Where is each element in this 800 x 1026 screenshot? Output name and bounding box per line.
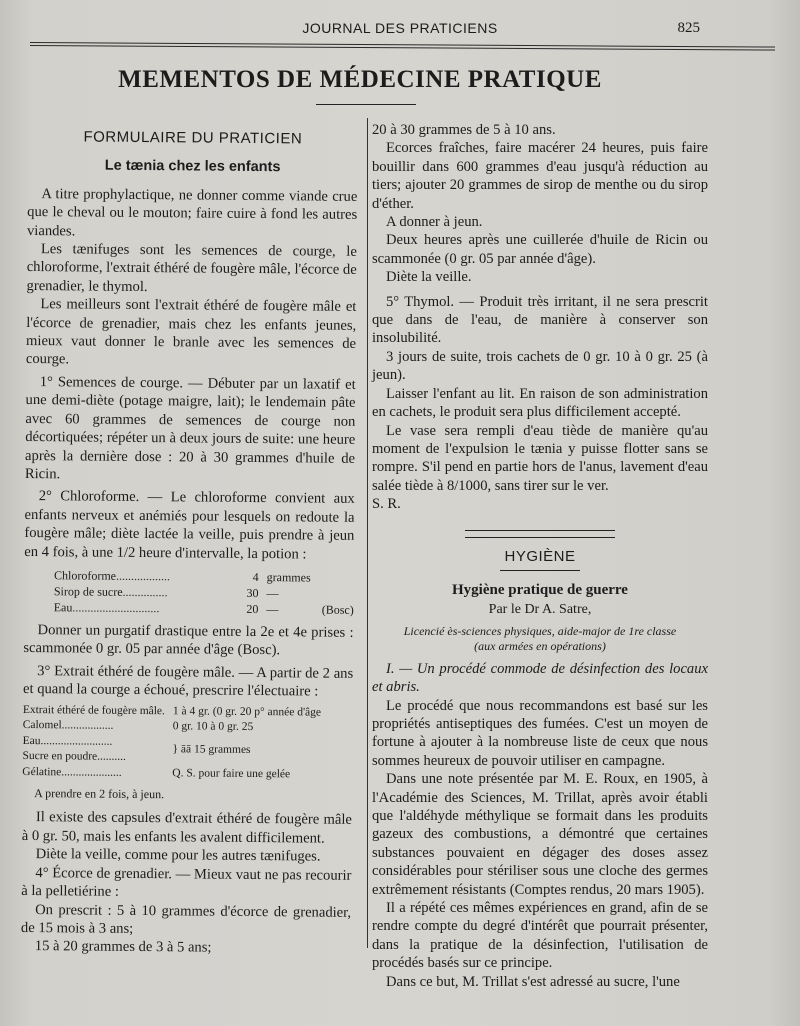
ingredient-name: Calomel.................. <box>22 719 114 732</box>
ingredient-qty: 30 <box>246 585 259 600</box>
ingredient-name: Eau......................... <box>22 734 113 748</box>
ingredient-unit: — <box>266 586 279 601</box>
column-divider <box>367 118 368 948</box>
author-initials: S. R. <box>372 496 401 513</box>
ingredient-note <box>322 586 354 602</box>
paragraph: Diète la veille, comme pour les autres tænifuges. <box>35 846 321 865</box>
paragraph: 1° Semences de courge. — Débuter par un laxatif et une demi-diète (potage maigre, lait); le lendemain pâte avec 60 grammes de semences de courge non décortiquées; répéter un à deux jours de suite: une heure après la dernière dose : 20 à 30 grammes d'huile de Ricin. <box>24 373 356 483</box>
ingredient-name: Chloroforme.................. <box>53 568 171 584</box>
ingredient-dose: 0 gr. 10 à 0 gr. 25 <box>172 720 254 734</box>
paragraph: 2° Chloroforme. — Le chloroforme convient aux enfants nerveux et anémiés pour lesquels on redoute la fougère mâle; diète lactée la veille, puis prendre à jeun en 4 fois, à une 1/2 heure d'intervalle, la potion : <box>24 488 355 562</box>
ingredient-dose: Q. S. pour faire une gelée <box>172 766 291 780</box>
paragraph: Les tænifuges sont les semences de courge, le chloroforme, l'extrait éthéré de fougère mâle, l'écorce de grenadier, le thymol. <box>26 241 357 295</box>
right-column <box>372 121 708 991</box>
article-title: Hygiène pratique de guerre <box>452 581 628 598</box>
electuaire-formula <box>22 703 353 783</box>
ingredient-note: (Bosc) <box>321 602 354 617</box>
dosage-note: A prendre en 2 fois, à jeun. <box>34 786 165 802</box>
paragraph: Il a répété ces mêmes expériences en grand, afin de se rendre compte du degré d'intérêt que pourrait présenter, dans la pratique de la désinfection, l'utilisation de procédés basés sur ce principe. <box>372 900 708 972</box>
page-number: 825 <box>677 20 700 36</box>
running-header <box>30 8 770 38</box>
section-heading: FORMULAIRE DU PRATICIEN <box>83 128 303 148</box>
ingredient-qty: 20 <box>246 601 259 616</box>
paragraph: Ecorces fraîches, faire macérer 24 heures, puis faire bouillir dans 600 grammes d'eau jusqu'à réduction au tiers; ajouter 20 grammes de sirop de menthe ou du sirop d'éther. <box>372 140 708 212</box>
paragraph: Il existe des capsules d'extrait éthéré de fougère mâle à 0 gr. 50, mais les enfants les avalent difficilement. <box>21 809 352 847</box>
ingredient-qty: 4 <box>252 569 259 584</box>
ingredient-dose: } āā 15 grammes <box>172 743 251 757</box>
paragraph: Le vase sera rempli d'eau tiède de manière qu'au moment de l'expulsion le tænia y puisse flotter sans se rompre. S'il pend en partie hors de l'anus, lavement d'eau salée tiède à 8/1000, sans tirer sur le ver. <box>372 422 708 494</box>
ingredient-name: Sirop de sucre............... <box>53 584 168 600</box>
subsection-heading: Le tænia chez les enfants <box>104 158 281 176</box>
paragraph: 4° Écorce de grenadier. — Mieux vaut ne pas recourir à la pelletiérine : <box>21 864 352 900</box>
ingredient-dose: 1 à 4 gr. (0 gr. 20 p° année d'âge <box>172 704 322 719</box>
main-title: MEMENTOS DE MÉDECINE PRATIQUE <box>118 66 602 93</box>
paragraph: A titre prophylactique, ne donner comme viande crue que le cheval ou le mouton; faire cuire à fond les autres viandes. <box>26 185 358 240</box>
hygiene-heading: HYGIÈNE <box>504 547 576 565</box>
potion-formula <box>24 567 354 618</box>
ingredient-name: Eau............................. <box>53 600 160 616</box>
paragraph: On prescrit : 5 à 10 grammes d'écorce de grenadier, de 15 mois à 3 ans; <box>20 901 352 937</box>
paragraph: Donner un purgatif drastique entre la 2e et 4e prises : scammonée 0 gr. 05 par année d'âge (Bosc). <box>23 622 354 659</box>
paragraph: 3° Extrait éthéré de fougère mâle. — A partir de 2 ans et quand la courge a échoué, prescrire l'électuaire : <box>22 662 354 700</box>
journal-title: JOURNAL DES PRATICIENS <box>302 20 498 36</box>
paragraph: Dans une note présentée par M. E. Roux, en 1905, à l'Académie des Sciences, M. Trillat, après avoir établi que l'aldéhyde méthylique se formait dans les produits gazeux des combustions, a démontré que certaines substances pouvaient en dégager des doses assez considérables pour stériliser sous une cloche des germes extrêmement résistants (Comptes rendus, 20 mars 1905). <box>372 771 708 898</box>
heading-rule <box>500 570 580 571</box>
paragraph: 5° Thymol. — Produit très irritant, il ne sera prescrit que dans de l'eau, de manière à conserver son insolubilité. <box>372 293 708 347</box>
author-credential: Licencié ès-sciences physiques, aide-major de 1re classe (aux armées en opérations) <box>403 623 677 653</box>
formula-row <box>24 599 354 618</box>
paragraph: Le procédé que nous recommandons est basé sur les propriétés antiseptiques des fumées. C'est un moyen de fortune à ajouter à la nombreuse liste de ceux que nous sommes heureux de pouvoir utiliser en campagne. <box>372 697 708 769</box>
title-rule <box>316 104 416 105</box>
ingredient-unit: grammes <box>266 570 311 585</box>
paragraph: Dans ce but, M. Trillat s'est adressé au sucre, l'une <box>386 973 680 990</box>
article-byline: Par le Dr A. Satre, <box>488 602 592 618</box>
ingredient-name: Extrait éthéré de fougère mâle. <box>22 703 165 717</box>
section-separator-thin <box>465 537 615 538</box>
ingredient-note <box>322 570 354 586</box>
formula-row <box>22 765 352 783</box>
paragraph: 20 à 30 grammes de 5 à 10 ans. <box>372 122 556 138</box>
paragraph: A donner à jeun. <box>386 214 483 231</box>
section-separator <box>465 530 615 531</box>
paragraph: Diète la veille. <box>386 269 472 286</box>
ingredient-name: Sucre en poudre.......... <box>22 750 126 763</box>
paragraph: Les meilleurs sont l'extrait éthéré de fougère mâle et l'écorce de grenadier, mais chez les enfants jeunes, mieux vaut donner le branle avec les semences de courge. <box>25 296 357 368</box>
paragraph: 15 à 20 grammes de 3 à 5 ans; <box>34 938 212 956</box>
paragraph: 3 jours de suite, trois cachets de 0 gr. 10 à 0 gr. 25 (à jeun). <box>372 348 708 384</box>
left-column <box>21 122 358 959</box>
paragraph: Deux heures après une cuillerée d'huile de Ricin ou scammonée (0 gr. 05 par année d'âge). <box>372 232 708 267</box>
subsection-title: I. — Un procédé commode de désinfection des locaux et abris. <box>372 660 708 696</box>
paragraph: Laisser l'enfant au lit. En raison de son administration en cachets, le produit sera plus difficilement accepté. <box>372 385 708 421</box>
ingredient-unit: — <box>266 602 279 617</box>
ingredient-name: Gélatine..................... <box>22 765 122 779</box>
